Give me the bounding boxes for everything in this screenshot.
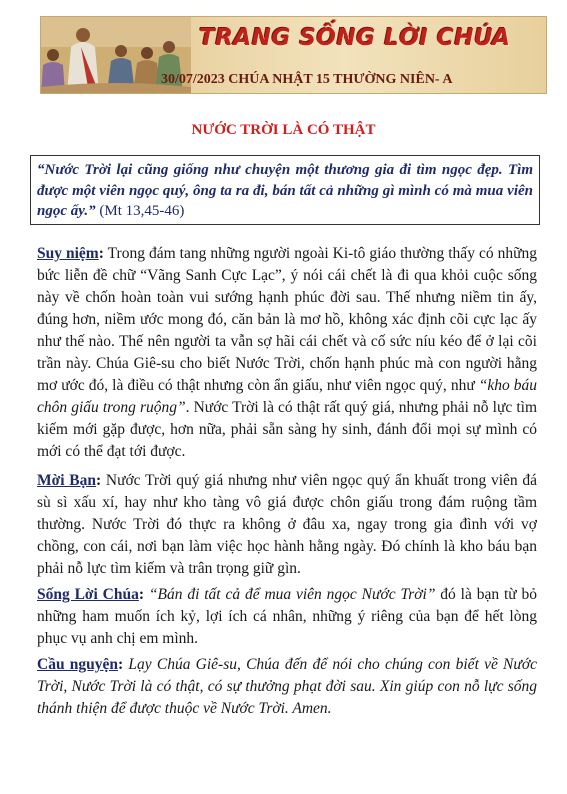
scripture-reference: (Mt 13,45-46) <box>95 203 185 219</box>
section-italic-text: Lạy Chúa Giê-su, Chúa đến để nói cho chúng con biết về Nước Trời, Nước Trời là có thật, có sự thưởng phạt đời sau. Xin giúp con nỗ lực sống thánh thiện để được thuộc về Nước Trời. Amen. <box>37 656 537 717</box>
section-cau-nguyen <box>37 654 537 720</box>
scripture-quote-box <box>30 155 540 225</box>
header-banner <box>40 16 547 94</box>
section-label: Cầu nguyện <box>37 656 119 673</box>
section-colon: : <box>138 586 145 603</box>
section-italic-text: “Bán đi tất cả để mua viên ngọc Nước Trời” <box>144 586 436 603</box>
section-label: Sống Lời Chúa <box>37 586 139 603</box>
page-heading: NƯỚC TRỜI LÀ CÓ THẬT <box>191 122 376 138</box>
banner-date-subtitle: 30/07/2023 CHÚA NHẬT 15 THƯỜNG NIÊN- A <box>161 72 453 87</box>
section-song-loi-chua <box>37 584 537 650</box>
section-text: Nước Trời quý giá nhưng như viên ngọc quý ẩn khuất trong viên đá sù sì xấu xí, hay như kho tàng vô giá được chôn giấu trong đám ruộng tầm thường. Nước Trời đó thực ra không ở đâu xa, ngay trong gia đình với vợ chồng, con cái, nơi bạn làm việc học hành hằng ngày. Đó chính là kho báu bạn phải nỗ lực tìm kiếm và trân trọng giữ gìn. <box>37 472 537 577</box>
section-suy-niem <box>37 243 537 463</box>
scripture-quote: “Nước Trời lại cũng giống như chuyện một thương gia đi tìm ngọc đẹp. Tìm được một viên ngọc quý, ông ta ra đi, bán tất cả những gì mình có mà mua viên ngọc ấy.” <box>37 162 533 219</box>
section-text: . Nước Trời là có thật rất quý giá, nhưng phải nỗ lực tìm kiếm mới gặp được, hơn nữa, phải sẵn sàng hy sinh, đánh đổi mọi sự mình có mới có thể đạt tới được. <box>37 399 537 460</box>
section-label: Mời Bạn <box>37 472 96 489</box>
section-colon: : <box>98 245 104 262</box>
section-moi-ban <box>37 470 537 580</box>
section-text: Trong đám tang những người ngoài Ki-tô giáo thường thấy có những bức liễn đề chữ “Vãng Sanh Cực Lạc”, ý nói cái chết là đi qua khỏi cuộc sống này về chốn hoàn toàn vui sướng hạnh phúc đời sau. Thế nhưng niềm tin ấy, đúng hơn, niềm ước mong đó, căn bản là mơ hồ, không xác định cõi cực lạc ấy như thế nào. Thế nên người ta vẫn sợ hãi cái chết và cố sức níu kéo để ở lại cõi trần này. Chúa Giê-su cho biết Nước Trời, chốn hạnh phúc mà con người hằng mơ ước đó, là điều có thật nhưng còn ẩn giấu, như viên ngọc quý, như <box>37 245 537 394</box>
section-colon: : <box>95 472 102 489</box>
section-label: Suy niệm <box>37 245 99 262</box>
section-italic-text: “kho báu chôn giấu trong ruộng” <box>37 377 537 416</box>
banner-title: TRANG SỐNG LỜI CHÚA <box>199 25 511 51</box>
section-text: đó là bạn từ bỏ những ham muốn ích kỷ, lợi ích cá nhân, những ý riêng của bạn để hết lòng phục vụ anh chị em mình. <box>37 586 538 647</box>
section-colon: : <box>118 656 124 673</box>
